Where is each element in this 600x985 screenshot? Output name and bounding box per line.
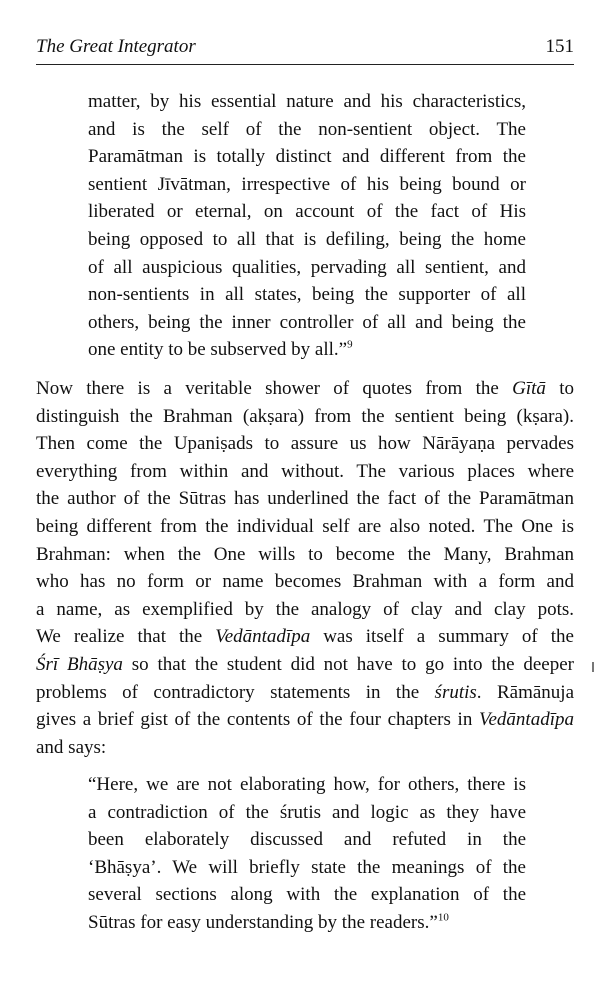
- para-line: [36, 651, 574, 679]
- quote-line: non-sentients in all states, being the supporter of all: [88, 284, 526, 306]
- para-text: . Rāmānuja: [476, 681, 574, 703]
- para-text: to: [545, 378, 575, 399]
- quote-line-last: [88, 909, 526, 937]
- quote-line: “Here, we are not elaborating how, for others, there is: [88, 774, 526, 795]
- footnote-ref-10: 10: [437, 911, 449, 924]
- para-line: being different from the individual self are also noted. The One is: [36, 515, 574, 537]
- para-line: [36, 623, 574, 651]
- footnote-ref-9: 9: [347, 339, 353, 352]
- block-quote-bottom: [88, 771, 526, 937]
- para-text: was itself a summary of the: [310, 626, 574, 648]
- quote-line: being opposed to all that is defiling, being the home: [88, 228, 526, 250]
- para-line-last: and says:: [36, 736, 107, 758]
- para-text: problems of contradictory statements in the: [36, 681, 435, 703]
- quote-line-text: Sūtras for easy understanding by the readers.”: [88, 911, 438, 933]
- quote-line: ‘Bhāṣya’. We will briefly state the meanings of the: [88, 856, 526, 878]
- quote-line: matter, by his essential nature and his characteristics,: [88, 91, 526, 112]
- margin-mark: [592, 662, 594, 672]
- para-text: Now there is a veritable shower of quotes from the: [36, 378, 513, 399]
- para-text: We realize that the: [36, 626, 216, 648]
- quote-line: of all auspicious qualities, pervading all sentient, and: [88, 256, 526, 278]
- italic-term-srutis: śrutis: [434, 681, 477, 703]
- para-text: so that the student did not have to go into the deeper: [122, 653, 574, 675]
- quote-line: sentient Jīvātman, irrespective of his being bound or: [88, 173, 526, 195]
- para-line: everything from within and without. The various places where: [36, 460, 574, 482]
- para-text: gives a brief gist of the contents of the four chapters in: [36, 709, 479, 731]
- block-quote-top: [88, 88, 526, 364]
- para-line: Brahman: when the One wills to become the Many, Brahman: [36, 543, 574, 565]
- quote-line: others, being the inner controller of all and being the: [88, 311, 526, 333]
- italic-term-sri-bhasya: Śrī Bhāṣya: [36, 653, 123, 675]
- quote-line-text: one entity to be subserved by all.”: [88, 339, 348, 361]
- para-line: [36, 679, 574, 707]
- page-number: 151: [545, 36, 574, 57]
- quote-line: a contradiction of the śrutis and logic as they have: [88, 801, 526, 823]
- para-line: Then come the Upaniṣads to assure us how Nārāyaṇa pervades: [36, 433, 574, 455]
- running-title: The Great Integrator: [36, 36, 196, 57]
- italic-term-vedantadipa: Vedāntadīpa: [215, 626, 311, 648]
- quote-line: Paramātman is totally distinct and different from the: [88, 146, 526, 168]
- para-line: distinguish the Brahman (akṣara) from the sentient being (kṣara).: [36, 405, 574, 427]
- running-header: [36, 34, 574, 65]
- italic-term-vedantadipa: Vedāntadīpa: [479, 709, 574, 731]
- quote-line: been elaborately discussed and refuted in the: [88, 829, 526, 851]
- para-line: [36, 706, 574, 734]
- para-line: a name, as exemplified by the analogy of clay and clay pots.: [36, 598, 574, 620]
- italic-term-gita: Gītā: [512, 378, 546, 399]
- para-line: who has no form or name becomes Brahman with a form and: [36, 571, 574, 593]
- para-line: the author of the Sūtras has underlined the fact of the Paramātman: [36, 488, 574, 510]
- quote-line: liberated or eternal, on account of the fact of His: [88, 201, 526, 223]
- body-paragraph: [36, 375, 574, 761]
- quote-line-last: [88, 336, 526, 364]
- quote-line: and is the self of the non-sentient object. The: [88, 118, 526, 140]
- para-line: [36, 375, 574, 403]
- quote-line: several sections along with the explanation of the: [88, 884, 526, 906]
